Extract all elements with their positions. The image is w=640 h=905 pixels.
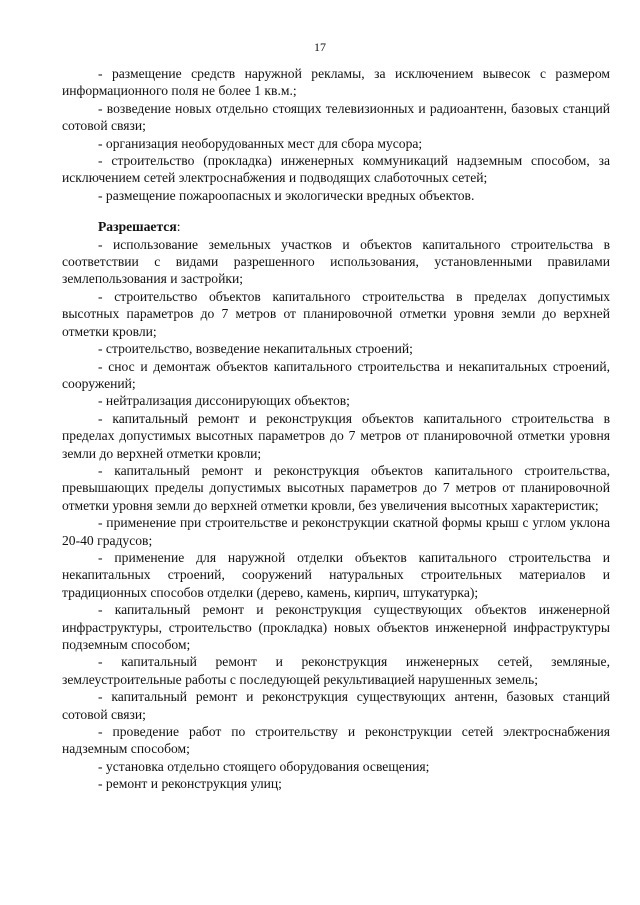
- list-item: - снос и демонтаж объектов капитального строительства и некапитальных строений, сооружений;: [62, 358, 610, 391]
- list-item: - применение при строительстве и реконструкции скатной формы крыш с углом уклона 20-40 градусов;: [62, 515, 610, 548]
- list-item: - строительство (прокладка) инженерных коммуникаций надземным способом, за исключением сетей электроснабжения и подводящих слаботочных сетей;: [62, 153, 610, 186]
- list-item: - установка отдельно стоящего оборудования освещения;: [98, 758, 430, 774]
- list-item: - использование земельных участков и объектов капитального строительства в соответствии с видами разрешенного использования, установленными правилами землепользования и застройки;: [62, 236, 610, 287]
- list-item: - применение для наружной отделки объектов капитального строительства и некапитальных строений, сооружений натуральных строительных материалов и традиционных способов отделки (дерево, камень, кирпич, штукатурка);: [62, 549, 610, 600]
- list-item: - строительство, возведение некапитальных строений;: [98, 341, 413, 357]
- list-item: - ремонт и реконструкция улиц;: [98, 776, 282, 792]
- page-number: 17: [314, 40, 326, 54]
- list-item: - капитальный ремонт и реконструкция существующих объектов инженерной инфраструктуры, строительство (прокладка) новых объектов инженерной инфраструктуры подземным способом;: [62, 602, 610, 652]
- list-item: - размещение пожароопасных и экологически вредных объектов.: [98, 187, 475, 203]
- list-item: - нейтрализация диссонирующих объектов;: [98, 393, 350, 409]
- list-item: - капитальный ремонт и реконструкция инженерных сетей, земляные, землеустроительные работы с последующей рекультивацией нарушенных земель;: [62, 654, 610, 687]
- list-item: - организация необорудованных мест для сбора мусора;: [98, 135, 423, 151]
- list-item: - проведение работ по строительству и реконструкции сетей электроснабжения надземным способом;: [62, 724, 610, 757]
- document-body: [62, 65, 610, 793]
- allowed-list: [62, 236, 610, 793]
- prohibited-list-tail: [62, 65, 610, 204]
- list-item: - возведение новых отдельно стоящих телевизионных и радиоантенн, базовых станций сотовой связи;: [62, 100, 610, 134]
- allowed-heading-colon: :: [176, 219, 181, 235]
- list-item: - размещение средств наружной рекламы, за исключением вывесок с размером информационного поля не более 1 кв.м.;: [62, 66, 610, 99]
- allowed-heading: [62, 218, 610, 235]
- allowed-heading-text: Разрешается: [98, 219, 177, 235]
- list-item: - капитальный ремонт и реконструкция объектов капитального строительства, превышающих пределы допустимых высотных параметров до 7 метров от планировочной отметки уровня земли до верхней отметки кровли, без увеличения высотных характеристик;: [62, 462, 610, 513]
- list-item: - капитальный ремонт и реконструкция объектов капитального строительства в пределах допустимых высотных параметров до 7 метров от планировочной отметки уровня земли до верхней отметки кровли;: [62, 410, 610, 461]
- list-item: - капитальный ремонт и реконструкция существующих антенн, базовых станций сотовой связи;: [62, 689, 610, 722]
- list-item: - строительство объектов капитального строительства в пределах допустимых высотных параметров до 7 метров от планировочной отметки уровня земли до верхней отметки кровли;: [62, 288, 610, 339]
